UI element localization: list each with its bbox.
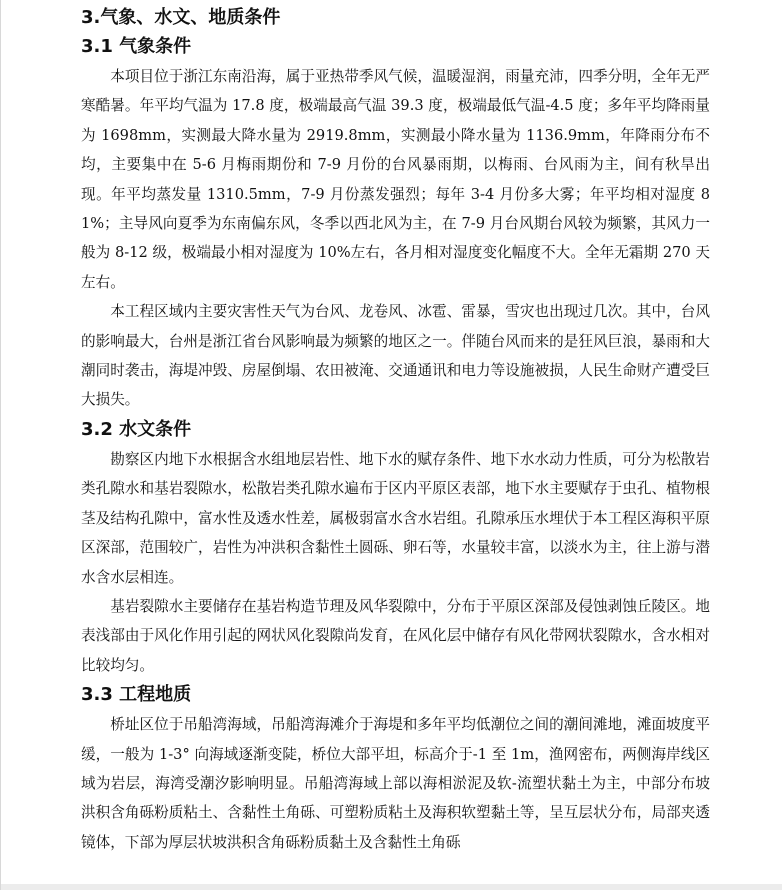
paragraph-meteorology-1: 本项目位于浙江东南沿海，属于亚热带季风气候，温暖湿润，雨量充沛，四季分明，全年无严寒酷暑。年平均气温为 17.8 度，极端最高气温 39.3 度，极端最低气温-4.5 度；多年平均降雨量为 1698mm，实测最大降水量为 2919.8mm，实测最小降水量为 1136.9mm，年降雨分布不均，主要集中在 5-6 月梅雨期份和 7-9 月份的台风暴雨期，以梅雨、台风雨为主，间有秋旱出现。年平均蒸发量 1310.5mm，7-9 月份蒸发强烈；每年 3-4 月份多大雾；年平均相对湿度 81%；主导风向夏季为东南偏东风，冬季以西北风为主，在 7-9 月台风期台风较为频繁，其风力一般为 8-12 级，极端最小相对湿度为 10%左右，各月相对湿度变化幅度不大。全年无霜期 270 天左右。 <box>81 68 710 291</box>
section-title: 3.气象、水文、地质条件 <box>81 7 281 28</box>
paragraph-geology-1: 桥址区位于吊船湾海域，吊船湾海滩介于海堤和多年平均低潮位之间的潮间滩地，滩面坡度平缓，一般为 1-3° 向海域逐渐变陡，桥位大部平坦，标高介于-1 至 1m，渔网密布，两侧海岸线区域为岩层，海湾受潮汐影响明显。吊船湾海域上部以海相淤泥及软-流塑状黏土为主，中部分布坡洪积含角砾粉质粘土、含黏性土角砾、可塑粉质粘土及海积软塑黏土等，呈互层状分布，局部夹透镜体，下部为厚层状坡洪积含角砾粉质黏土及含黏性土角砾 <box>81 716 710 851</box>
paragraph-hydrology-1: 勘察区内地下水根据含水组地层岩性、地下水的赋存条件、地下水水动力性质，可分为松散岩类孔隙水和基岩裂隙水，松散岩类孔隙水遍布于区内平原区表部，地下水主要赋存于虫孔、植物根茎及结构孔隙中，富水性及透水性差，属极弱富水含水岩组。孔隙承压水埋伏于本工程区海积平原区深部，范围较广，岩性为冲洪积含黏性土圆砾、卵石等，水量较丰富，以淡水为主，往上游与潜水含水层相连。 <box>81 450 710 586</box>
heading-meteorology: 3.1 气象条件 <box>81 36 192 57</box>
paragraph-meteorology-2: 本工程区域内主要灾害性天气为台风、龙卷风、冰雹、雷暴，雪灾也出现过几次。其中，台风的影响最大，台州是浙江省台风影响最为频繁的地区之一。伴随台风而来的是狂风巨浪，暴雨和大潮同时袭击，海堤冲毁、房屋倒塌、农田被淹、交通通讯和电力等设施被损，人民生命财产遭受巨大损失。 <box>81 303 710 409</box>
heading-geology: 3.3 工程地质 <box>81 684 192 706</box>
heading-hydrology: 3.2 水文条件 <box>81 418 192 440</box>
bottom-scroll-bar <box>1 884 782 890</box>
paragraph-hydrology-2: 基岩裂隙水主要储存在基岩构造节理及风华裂隙中，分布于平原区深部及侵蚀剥蚀丘陵区。地表浅部由于风化作用引起的网状风化裂隙尚发育，在风化层中储存有风化带网状裂隙水，含水相对比较均匀。 <box>81 597 710 674</box>
